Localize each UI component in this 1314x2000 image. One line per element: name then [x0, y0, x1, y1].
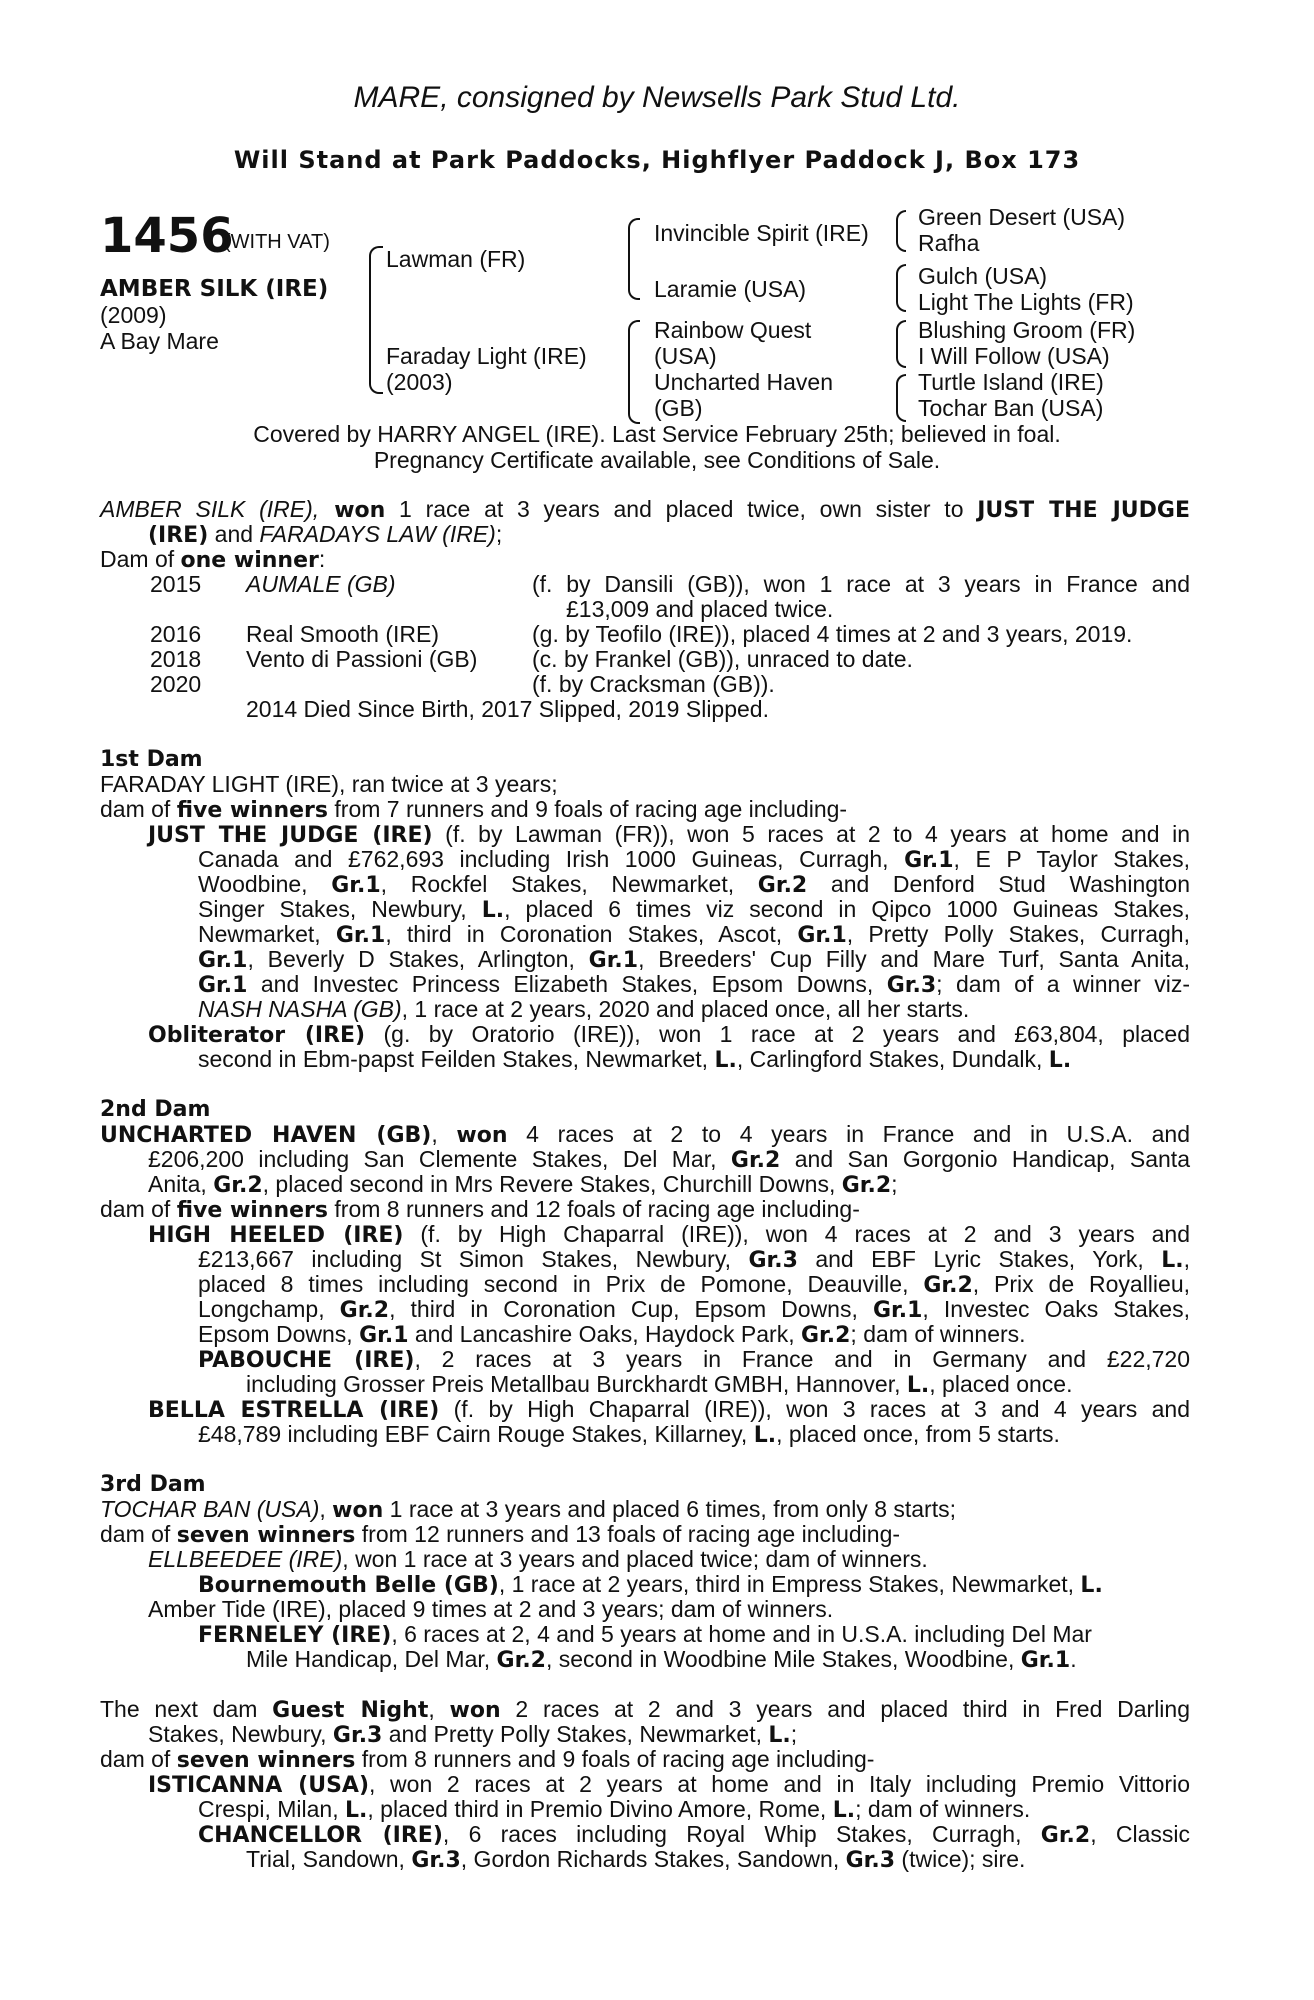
group-grade: Gr.2: [757, 873, 808, 898]
runner-text: and EBF Lyric Stakes, York,: [797, 1246, 1162, 1272]
isticanna-line: [198, 1797, 1030, 1823]
isticanna-line: [148, 1772, 1190, 1798]
runners-text: from 12 runners and 13 foals of racing age including-: [355, 1521, 901, 1547]
produce-name: Vento di Passioni (GB): [246, 646, 478, 672]
group-grade: Gr.1: [335, 923, 386, 948]
runner-text: second in Ebm-papst Feilden Stakes, Newmarket,: [198, 1046, 715, 1072]
runner-name: ELLBEEDEE (IRE): [148, 1546, 343, 1572]
produce-detail: (f. by Cracksman (GB)).: [532, 671, 775, 697]
third-dam-produce-line: [100, 1522, 900, 1548]
dam-name: TOCHAR BAN (USA): [100, 1496, 320, 1522]
listed-grade: L.: [344, 1798, 368, 1823]
runner-text: (g. by Oratorio (IRE)), won 1 race at 2 years and £63,804, placed: [365, 1021, 1190, 1047]
pedigree-g1: Green Desert (USA): [918, 204, 1126, 230]
runner-text: , Pretty Polly Stakes, Curragh,: [846, 921, 1190, 947]
runners-text: from 8 runners and 12 foals of racing age including-: [328, 1196, 860, 1222]
runner-text: ,: [431, 1121, 457, 1147]
produce-detail: (g. by Teofilo (IRE)), placed 4 times at 2 and 3 years, 2019.: [532, 621, 1133, 647]
dam-name: UNCHARTED HAVEN (GB): [100, 1123, 432, 1148]
dam-name: Guest Night: [272, 1698, 429, 1723]
produce-year: 2016: [150, 621, 202, 647]
dam-of-label: dam of: [100, 1521, 177, 1547]
pedigree-g3: Gulch (USA): [918, 263, 1048, 289]
produce-name: AUMALE (GB): [246, 571, 396, 597]
runner-name: NASH NASHA (GB): [198, 996, 402, 1022]
second-dam-heading: 2nd Dam: [100, 1097, 211, 1122]
winners-count: five winners: [176, 798, 329, 823]
ferneley-line: [198, 1622, 1092, 1648]
chancellor-line: [246, 1847, 1025, 1873]
intro-won: won: [319, 498, 386, 523]
produce-year: 2018: [150, 646, 202, 672]
horse-year: (2009): [100, 302, 167, 328]
group-grade: Gr.3: [411, 1848, 461, 1873]
jtj-line: [198, 947, 1190, 973]
runner-text: including Grosser Preis Metallbau Burckhardt GMBH, Hannover,: [246, 1371, 907, 1397]
horse-description: A Bay Mare: [100, 328, 219, 354]
runner-text: £206,200 including San Clemente Stakes, Del Mar,: [148, 1146, 731, 1172]
pedigree-g2: Rafha: [918, 230, 980, 256]
runner-text: , third in Coronation Cup, Epsom Downs,: [389, 1296, 873, 1322]
pregnancy-line: Pregnancy Certificate available, see Conditions of Sale.: [373, 447, 941, 473]
high-heeled-line: [148, 1222, 1190, 1248]
runner-text: , Prix de Royallieu,: [972, 1271, 1190, 1297]
intro-text: 1 race at 3 years and placed twice, own sister to: [385, 496, 978, 522]
listed-grade: L.: [832, 1798, 856, 1823]
runner-text: , placed second in Mrs Revere Stakes, Churchill Downs,: [262, 1171, 842, 1197]
listed-grade: L.: [906, 1373, 930, 1398]
runner-text: and San Gorgonio Handicap, Santa: [780, 1146, 1190, 1172]
intro-sister: JUST THE JUDGE: [977, 498, 1191, 523]
intro-line-1: [100, 497, 1190, 523]
runner-text: (f. by Lawman (FR)), won 5 races at 2 to 4 years at home and in: [432, 821, 1190, 847]
pedigree-brace-sire: [628, 218, 640, 300]
runner-text: 1 race at 3 years and placed 6 times, from only 8 starts;: [383, 1496, 956, 1522]
runner-text: placed 8 times including second in Prix de Pomone, Deauville,: [198, 1271, 924, 1297]
jtj-line: [198, 922, 1190, 948]
group-grade: Gr.1: [872, 1298, 923, 1323]
dam-of-label: dam of: [100, 1196, 177, 1222]
jtj-line: [198, 897, 1190, 923]
amber-tide-line: Amber Tide (IRE), placed 9 times at 2 and 3 years; dam of winners.: [148, 1596, 834, 1622]
pedigree-g7: Turtle Island (IRE): [918, 369, 1104, 395]
listed-grade: L.: [1048, 1048, 1072, 1073]
high-heeled-line: [198, 1272, 1190, 1298]
pedigree-dam-year: (2003): [386, 369, 453, 395]
runner-text: ;: [790, 1721, 798, 1747]
runner-text: ,: [1183, 1246, 1191, 1272]
intro-line-2: [148, 522, 502, 548]
runners-text: from 7 runners and 9 foals of racing age including-: [328, 796, 848, 822]
horse-name: AMBER SILK (IRE): [100, 276, 329, 302]
runner-text: , 1 race at 2 years, third in Empress Stakes, Newmarket,: [498, 1571, 1081, 1597]
bella-estrella-line: [198, 1422, 1060, 1448]
runner-text: Singer Stakes, Newbury,: [198, 896, 482, 922]
runner-text: Mile Handicap, Del Mar,: [246, 1646, 497, 1672]
runner-text: , 2 races at 3 years in France and in Germany and £22,720: [414, 1346, 1190, 1372]
runner-name: Bournemouth Belle (GB): [198, 1573, 499, 1598]
runner-name: HIGH HEELED (IRE): [148, 1223, 404, 1248]
group-grade: Gr.2: [923, 1273, 973, 1298]
runner-text: , Beverly D Stakes, Arlington,: [247, 946, 589, 972]
pedigree-dam-dam-country: (GB): [654, 395, 703, 421]
jtj-line: [148, 822, 1190, 848]
group-grade: Gr.1: [359, 1323, 409, 1348]
runner-name: ISTICANNA (USA): [148, 1773, 370, 1798]
group-grade: Gr.3: [886, 973, 937, 998]
pedigree-dam: Faraday Light (IRE): [386, 343, 587, 369]
runner-text: , Gordon Richards Stakes, Sandown,: [460, 1846, 846, 1872]
runner-text: 4 races at 2 to 4 years in France and in U.S.A. and: [507, 1121, 1191, 1147]
chancellor-line: [198, 1822, 1190, 1848]
runner-text: (twice); sire.: [895, 1846, 1026, 1872]
runner-text: The next dam: [100, 1696, 273, 1722]
vat-label: (WITH VAT): [224, 231, 330, 253]
runner-text: , Classic: [1090, 1821, 1190, 1847]
runner-text: , placed third in Premio Divino Amore, Rome,: [367, 1796, 833, 1822]
dam-of-label: dam of: [100, 1746, 177, 1772]
runner-name: BELLA ESTRELLA (IRE): [148, 1398, 440, 1423]
obliterator-line: [148, 1022, 1190, 1048]
covered-line: Covered by HARRY ANGEL (IRE). Last Service February 25th; believed in foal.: [253, 421, 1061, 447]
runner-text: , won 1 race at 3 years and placed twice; dam of winners.: [342, 1546, 928, 1572]
listed-grade: L.: [714, 1048, 737, 1073]
group-grade: Gr.3: [332, 1723, 383, 1748]
won-label: won: [332, 1498, 384, 1523]
pedigree-brace-dam: [628, 320, 640, 424]
group-grade: Gr.2: [841, 1173, 892, 1198]
produce-year: 2015: [150, 571, 202, 597]
runner-text: Longchamp,: [198, 1296, 340, 1322]
group-grade: Gr.2: [1040, 1823, 1091, 1848]
runner-text: , Investec Oaks Stakes,: [922, 1296, 1190, 1322]
produce-detail-cont: £13,009 and placed twice.: [566, 596, 834, 622]
second-dam-line: [148, 1147, 1190, 1173]
runner-text: , Carlingford Stakes, Dundalk,: [736, 1046, 1049, 1072]
high-heeled-line: [198, 1322, 1026, 1348]
winners-count: five winners: [176, 1198, 329, 1223]
second-dam-line: [148, 1172, 898, 1198]
runner-text: ;: [891, 1171, 898, 1197]
next-dam-line: [100, 1697, 1190, 1723]
pedigree-g8: Tochar Ban (USA): [918, 395, 1104, 421]
next-dam-line: [148, 1722, 797, 1748]
group-grade: Gr.1: [198, 948, 248, 973]
pabouche-line: [198, 1347, 1190, 1373]
jtj-line: [198, 872, 1190, 898]
runner-name: PABOUCHE (IRE): [198, 1348, 415, 1373]
runner-text: and Investec Princess Elizabeth Stakes, Epsom Downs,: [247, 971, 887, 997]
jtj-line: [198, 847, 1190, 873]
stabling-location: Will Stand at Park Paddocks, Highflyer Paddock J, Box 173: [233, 146, 1081, 174]
high-heeled-line: [198, 1297, 1190, 1323]
pedigree-g4: Light The Lights (FR): [918, 289, 1134, 315]
runner-text: Epsom Downs,: [198, 1321, 360, 1347]
winners-count: seven winners: [176, 1748, 356, 1773]
runner-text: , 1 race at 2 years, 2020 and placed once, all her starts.: [401, 996, 970, 1022]
jtj-line: [198, 972, 1190, 998]
intro-horse: AMBER SILK (IRE),: [100, 496, 320, 522]
produce-detail: (c. by Frankel (GB)), unraced to date.: [532, 646, 913, 672]
dam-of-label: Dam of: [100, 546, 181, 572]
ellbeedee-line: [148, 1547, 928, 1572]
runner-text: and Lancashire Oaks, Haydock Park,: [408, 1321, 801, 1347]
third-dam-heading: 3rd Dam: [100, 1472, 206, 1497]
listed-grade: L.: [768, 1723, 791, 1748]
bournemouth-belle-line: [198, 1572, 1103, 1598]
runner-text: ,: [428, 1696, 450, 1722]
runner-name: Obliterator (IRE): [148, 1023, 366, 1048]
runner-text: Newmarket,: [198, 921, 336, 947]
intro-sibling: FARADAYS LAW (IRE): [259, 521, 496, 547]
runner-text: , placed once, from 5 starts.: [776, 1421, 1060, 1447]
first-dam-heading: 1st Dam: [100, 747, 203, 772]
winners-count: one winner: [180, 548, 319, 573]
third-dam-line: [100, 1497, 956, 1523]
lot-number: 1456: [100, 208, 234, 264]
runner-name: CHANCELLOR (IRE): [198, 1823, 443, 1848]
pedigree-g6: I Will Follow (USA): [918, 343, 1110, 369]
intro-sister-country: (IRE): [148, 523, 209, 548]
runner-text: Trial, Sandown,: [246, 1846, 412, 1872]
pedigree-sire-sire: Invincible Spirit (IRE): [654, 220, 869, 246]
runner-text: Crespi, Milan,: [198, 1796, 345, 1822]
group-grade: Gr.2: [339, 1298, 390, 1323]
consignor-title: MARE, consigned by Newsells Park Stud Ltd.: [353, 81, 961, 114]
runner-text: and Denford Stud Washington: [807, 871, 1191, 897]
runner-text: , third in Coronation Stakes, Ascot,: [385, 921, 798, 947]
group-grade: Gr.2: [730, 1148, 781, 1173]
obliterator-line: [198, 1047, 1071, 1073]
runner-text: ,: [319, 1496, 333, 1522]
next-dam-produce-line: [100, 1747, 874, 1773]
group-grade: Gr.3: [748, 1248, 798, 1273]
group-grade: Gr.1: [331, 873, 381, 898]
runner-text: 2 races at 2 and 3 years and placed third in Fred Darling: [500, 1696, 1191, 1722]
first-dam-produce-line: [100, 797, 847, 823]
pedigree-g5: Blushing Groom (FR): [918, 317, 1136, 343]
runners-text: from 8 runners and 9 foals of racing age including-: [355, 1746, 875, 1772]
pedigree-brace-g4: [896, 374, 906, 422]
ferneley-line: [246, 1647, 1077, 1673]
dam-of-label: dam of: [100, 796, 177, 822]
jtj-line: [198, 997, 969, 1022]
intro-semicolon: ;: [495, 521, 503, 547]
listed-grade: L.: [1080, 1573, 1103, 1598]
listed-grade: L.: [753, 1423, 777, 1448]
runner-text: , 6 races including Royal Whip Stakes, Curragh,: [442, 1821, 1041, 1847]
second-dam-produce-line: [100, 1197, 860, 1223]
runner-text: and Pretty Polly Stakes, Newmarket,: [382, 1721, 769, 1747]
pabouche-line: [246, 1372, 1073, 1398]
runner-text: , Breeders' Cup Filly and Mare Turf, Santa Anita,: [638, 946, 1190, 972]
pedigree-brace-g2: [896, 264, 906, 312]
group-grade: Gr.1: [1020, 1648, 1071, 1673]
runner-text: £48,789 including EBF Cairn Rouge Stakes, Killarney,: [198, 1421, 754, 1447]
runner-text: (f. by High Chaparral (IRE)), won 3 races at 3 and 4 years and: [439, 1396, 1191, 1422]
group-grade: Gr.2: [800, 1323, 851, 1348]
first-dam-line: FARADAY LIGHT (IRE), ran twice at 3 years;: [100, 771, 558, 797]
group-grade: Gr.3: [845, 1848, 896, 1873]
group-grade: Gr.1: [198, 973, 248, 998]
runner-text: ; dam of winners.: [850, 1321, 1026, 1347]
pedigree-sire: Lawman (FR): [386, 246, 526, 272]
runner-name: FERNELEY (IRE): [198, 1623, 392, 1648]
runner-text: , won 2 races at 2 years at home and in Italy including Premio Vittorio: [369, 1771, 1190, 1797]
second-dam-line: [100, 1122, 1190, 1148]
pedigree-sire-dam: Laramie (USA): [654, 276, 807, 302]
pedigree-dam-sire: Rainbow Quest: [654, 317, 812, 343]
group-grade: Gr.2: [496, 1648, 546, 1673]
runner-text: , placed once.: [929, 1371, 1073, 1397]
runner-text: , second in Woodbine Mile Stakes, Woodbine,: [545, 1646, 1021, 1672]
produce-note: 2014 Died Since Birth, 2017 Slipped, 2019 Slipped.: [246, 696, 769, 722]
listed-grade: L.: [1161, 1248, 1184, 1273]
pedigree-brace-main: [369, 246, 383, 394]
runner-name: JUST THE JUDGE (IRE): [148, 823, 433, 848]
runner-text: ; dam of winners.: [855, 1796, 1031, 1822]
intro-and: and: [208, 521, 260, 547]
pedigree-dam-sire-country: (USA): [654, 343, 717, 369]
runner-text: , 6 races at 2, 4 and 5 years at home and in U.S.A. including Del Mar: [391, 1621, 1092, 1647]
group-grade: Gr.2: [213, 1173, 263, 1198]
runner-text: Woodbine,: [198, 871, 332, 897]
pedigree-dam-dam: Uncharted Haven: [654, 369, 833, 395]
won-label: won: [449, 1698, 501, 1723]
produce-detail: (f. by Dansili (GB)), won 1 race at 3 years in France and: [532, 571, 1190, 597]
runner-text: .: [1070, 1646, 1077, 1672]
runner-text: , placed 6 times viz second in Qipco 1000 Guineas Stakes,: [504, 896, 1191, 922]
runner-text: ; dam of a winner viz-: [936, 971, 1190, 997]
runner-text: Anita,: [148, 1171, 214, 1197]
pedigree-brace-g1: [896, 210, 906, 252]
colon: :: [318, 546, 326, 572]
produce-year: 2020: [150, 671, 202, 697]
runner-text: Stakes, Newbury,: [148, 1721, 333, 1747]
winners-count: seven winners: [176, 1523, 356, 1548]
intro-line-3: [100, 547, 325, 573]
listed-grade: L.: [481, 898, 505, 923]
pedigree-brace-g3: [896, 320, 906, 368]
runner-text: £213,667 including St Simon Stakes, Newbury,: [198, 1246, 749, 1272]
runner-text: Canada and £762,693 including Irish 1000 Guineas, Curragh,: [198, 846, 905, 872]
runner-text: , Rockfel Stakes, Newmarket,: [380, 871, 758, 897]
high-heeled-line: [198, 1247, 1190, 1273]
won-label: won: [456, 1123, 508, 1148]
runner-text: (f. by High Chaparral (IRE)), won 4 races at 2 and 3 years and: [403, 1221, 1190, 1247]
group-grade: Gr.1: [588, 948, 639, 973]
group-grade: Gr.1: [904, 848, 954, 873]
group-grade: Gr.1: [797, 923, 847, 948]
produce-name: Real Smooth (IRE): [246, 621, 440, 647]
runner-text: , E P Taylor Stakes,: [953, 846, 1190, 872]
bella-estrella-line: [148, 1397, 1190, 1423]
